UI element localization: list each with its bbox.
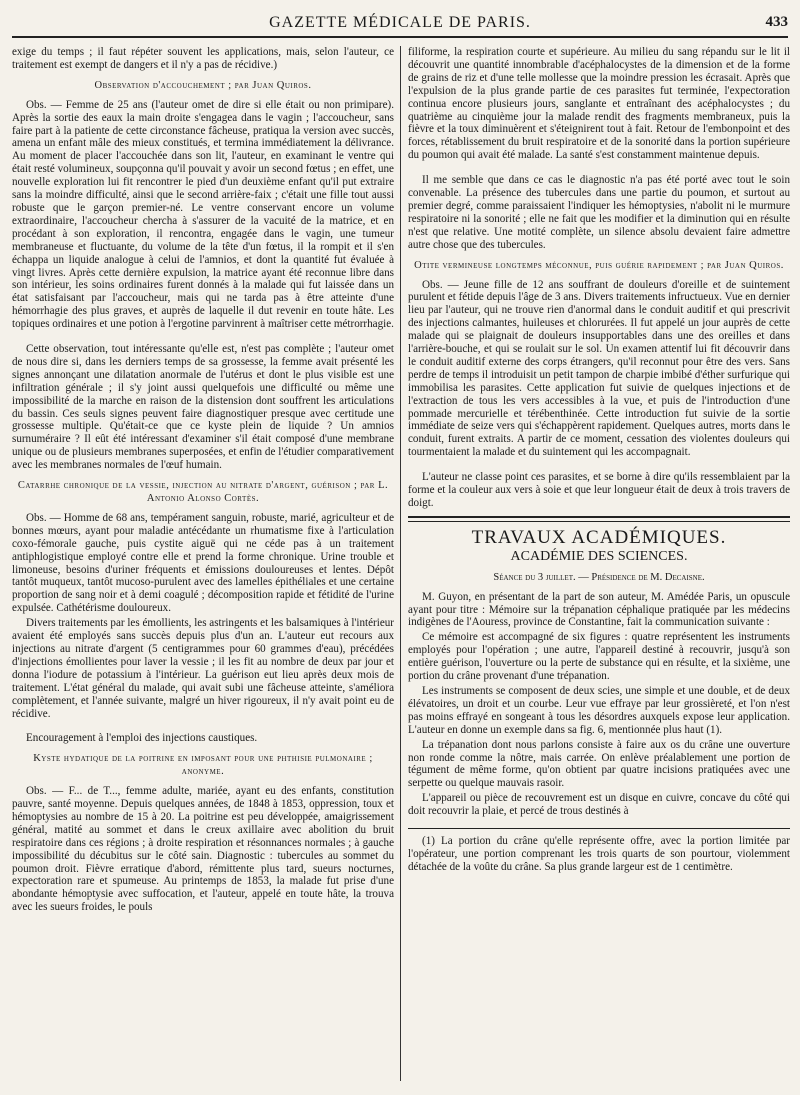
- spacer: [408, 461, 790, 471]
- section-divider: [408, 516, 790, 522]
- paragraph: Obs. — Femme de 25 ans (l'auteur omet de dire si elle était ou non primipare). Après la sortie des eaux la main droite s'engagea dans le vagin ; l'accoucheur, sans faire part à la patiente de cette circonstance fâcheuse, pratiqua la version avec succès, amena un enfant mâle des mieux constitués, et termina immédiatement la délivrance. Au moment de placer l'accouchée dans son lit, l'auteur, en examinant le ventre qui était resté volumineux, soupçonna qu'il pouvait y avoir un second fœtus ; en effet, une nouvelle exploration lui fit rencontrer le pied d'un deuxième enfant qu'il put extraire sans la moindre difficulté, ainsi que le second arrière-faix ; c'était une fille tout aussi robuste que le garçon premier-né. Le ventre conservant encore un volume extraordinaire, l'accoucheur chercha à s'assurer de la vacuité de la matrice, et en procédant à son exploration, il rencontra, engagée dans le vagin, une tumeur membraneuse et fluctuante, du volume de la tête d'un fœtus, il la rompit et il s'en échappa un liquide analogue à celui de l'amnios, et dont la quantité fut évaluée à vingt livres. Après cette dernière expulsion, la matrice ayant été reconnue libre dans son intérieur, les soins ordinaires furent donnés à la malade qui fut laissée dans un état satisfaisant par l'accoucheur, mais qui ne tarda pas à être atteinte d'une hémorrhagie des plus graves, et auprès de laquelle il dut revenir en toute hâte. Les topiques ordinaires et une potion à l'ergotine parvinrent à maîtriser cette métrorrhagie.: [12, 98, 394, 331]
- paragraph: La trépanation dont nous parlons consiste à faire aux os du crâne une ouverture non ronde comme la nôtre, mais carrée. On enlève préalablement une portion de tégument de même forme, qu'on obtient par quatre incisions pratiquées avec une serpette ou quelque mauvais rasoir.: [408, 738, 790, 790]
- paragraph: Obs. — F... de T..., femme adulte, mariée, ayant eu des enfants, constitution pauvre, santé moyenne. Depuis quelques années, de 1848 à 1853, oppression, toux et hémoptysies au nombre de 15 à 20. La poitrine est peu développée, amaigrissement général, matité au sommet et dans le creux axillaire avec abolition du bruit respiratoire dans ces régions ; à droite respiration et résonnances normales ; à gauche impossibilité du décubitus sur le côté sain. Diagnostic : tubercules au sommet du poumon droit. Fièvre erratique d'abord, rémittente plus tard, sueurs nocturnes, expectoration rare et spumeuse. Au printemps de 1853, la malade fut prise d'une abondante hémoptysie avec suffocation, et l'auteur, appelé en toute hâte, la trouva avec les sueurs froides, le pouls: [12, 785, 394, 914]
- spacer: [12, 722, 394, 732]
- page-header: [12, 12, 788, 38]
- paragraph: M. Guyon, en présentant de la part de son auteur, M. Amédée Paris, un opuscule ayant pour titre : Mémoire sur la trépanation céphalique pratiquée par les médecins indigènes de l'Aouress, province de Constantine, fait la communication suivante :: [408, 590, 790, 629]
- footnote-rule: [408, 828, 790, 829]
- paragraph: filiforme, la respiration courte et supérieure. Au milieu du sang répandu sur le lit il découvrit une quantité innombrable d'acéphalocystes de la dimension et de la forme de grains de riz et d'une telle mollesse que la moindre pression les écrasait. Après que l'expulsion de la plus grande partie de ces parasites fut terminée, l'expectoration continua encore plusieurs jours, sanglante et entraînant des acéphalocystes ; du quatrième au cinquième jour la malade rendit des fragments membraneux, puis la fièvre et la toux diminuèrent et s'éteignirent tout à fait. Retour de l'embonpoint et des forces, rétablissement du bruit respiratoire et de la sonorité dans la portion supérieure du poumon qui avait été malade. La santé s'est constamment maintenue depuis.: [408, 46, 790, 162]
- session-heading: Séance du 3 juillet. — Présidence de M. Decaisne.: [493, 571, 705, 583]
- paragraph: exige du temps ; il faut répéter souvent les applications, mais, selon l'auteur, ce traitement est exempt de dangers et il n'y a pas de récidive.): [12, 46, 394, 71]
- section-heading: Catarrhe chronique de la vessie, injection au nitrate d'argent, guérison ; par L. Antonio Alonso Cortès.: [17, 480, 389, 504]
- right-column: [408, 46, 790, 876]
- section-title: TRAVAUX ACADÉMIQUES.: [471, 526, 727, 548]
- academy-title: ACADÉMIE DES SCIENCES.: [510, 548, 688, 564]
- paragraph: L'appareil ou pièce de recouvrement est un disque en cuivre, concave du côté qui doit recouvrir la plaie, et percé de trous destinés à: [408, 792, 790, 818]
- footnote: (1) La portion du crâne qu'elle représente offre, avec la portion limitée par l'opérateur, une portion comprenant les trois quarts de son pourtour, violemment détachée de la voûte du crâne. Sa plus grande largeur est de 1 centimètre.: [408, 835, 790, 873]
- page-number: 433: [765, 14, 788, 30]
- journal-title: GAZETTE MÉDICALE DE PARIS.: [269, 14, 531, 31]
- paragraph: Il me semble que dans ce cas le diagnostic n'a pas été porté avec tout le soin convenable. La présence des tubercules dans une partie du poumon, et surtout au premier degré, comme paraissaient l'indiquer les hémoptysies, n'abolit ni le murmure respiratoire ni la sonorité ; elle ne fait que les modifier et la diminution qui en résulte n'est que relative. Une motité complète, un silence absolu devaient faire admettre autre chose que des tubercules.: [408, 174, 790, 251]
- left-column: [12, 46, 394, 916]
- paragraph: Divers traitements par les émollients, les astringents et les balsamiques à l'intérieur avaient été employés sans succès depuis plus d'un an. L'auteur eut recours aux injections au nitrate d'argent (5 centigrammes pour 60 grammes d'eau), précédées d'injections émollientes pour laver la vessie ; il les fit au nombre de deux par jour et donna l'iodure de potassium à l'intérieur. La guérison eut lieu après deux mois de traitement. L'état général du malade, qui avait subi une fâcheuse atteinte, s'améliora complètement, et l'année suivante, malgré un hiver rigoureux, il n'y avait point eu de récidive.: [12, 617, 394, 720]
- paragraph: Encouragement à l'emploi des injections caustiques.: [26, 732, 258, 745]
- paragraph: Les instruments se composent de deux scies, une simple et une double, et de deux élévatoires, un droit et un courbe. Leur vue effraye par leur grossièreté, et l'on n'est pas moins effrayé en songeant à tous les désordres auxquels expose leur application. L'auteur en donne un exemple dans sa fig. 6, mentionnée plus haut (1).: [408, 684, 790, 736]
- column-divider: [400, 46, 401, 1081]
- paragraph: Obs. — Homme de 68 ans, tempérament sanguin, robuste, marié, agriculteur et de bonnes mœurs, ayant pour maladie antécédante un rhumatisme fixe à l'articulation coxo-fémorale gauche, puis cystite aiguë qui ne céde pas à un traitement antiphlogistique employé contre elle et prend la forme chronique. Urine trouble et limoneuse, besoins d'uriner fréquents et émissions douloureuses et lentes. Dépôt tantôt muqueux, tantôt mucoso-purulent avec des lamelles épithéliales et une certaine proportion de sang noir et à demi coagulé ; décomposition rapide et fétidité de l'urine expulsée. Cathétérisme douloureux.: [12, 511, 394, 615]
- paragraph: L'auteur ne classe point ces parasites, et se borne à dire qu'ils ressemblaient par la forme et la couleur aux vers à soie et que leur longueur était de deux à trois travers de doigt.: [408, 471, 790, 509]
- section-heading: Observation d'accouchement ; par Juan Quiros.: [94, 79, 312, 91]
- paragraph: Ce mémoire est accompagné de six figures : quatre représentent les instruments employés pour l'opération ; une autre, l'appareil destiné à recouvrir, jusqu'à son entière guérison, l'ouverture ou la perte de substance qui en résulte, et la sixième, une portion du crâne provenant d'une trépanation.: [408, 631, 790, 683]
- paragraph: Obs. — Jeune fille de 12 ans souffrant de douleurs d'oreille et de suintement purulent et fétide depuis l'âge de 3 ans. Divers traitements infructueux. Vue en dernier lieu par l'auteur, qui ne trouve rien d'anormal dans le conduit auditif et qui prescrivit des injections calmantes, huileuses et chlorurées. Il fut appelé un jour auprès de cette malade qui se plaignait de douleurs insupportables dans une des oreilles et dans l'arrière-bouche, et qui se roulait sur le sol. Un examen attentif lui fit découvrir dans le conduit auditif externe des corps étrangers, qu'il reconnut pour être des vers. Sans perdre de temps il introduisit un petit tampon de charpie imbibé d'éther surfurique qui immobilisa les parasites. Cette application fut suivie de quelques injections et de l'extraction de tous les vers accessibles à la vue, et puis de l'introduction d'une pommade mercurielle et térébenthinée. Cette introduction fut suivie de la sortie immédiate de seize vers qui s'échappèrent rapidement. Quelques autres, morts dans le conduit, furent extraits. A partir de ce moment, cessation des violentes douleurs qui tourmentaient la malade et du suintement qui les accompagnait.: [408, 278, 790, 459]
- spacer: [408, 164, 790, 174]
- spacer: [12, 333, 394, 343]
- paragraph: Cette observation, tout intéressante qu'elle est, n'est pas complète ; l'auteur omet de nous dire si, dans les derniers temps de sa grossesse, la femme avait présenté les signes annonçant une dilatation anormale de l'utérus et dont le plus visible est une infiltration générale ; il s'y joint aussi quelquefois une difficulté ou même une impossibilité de la marche en raison de la distension dont souffrent les articulations du bassin. Ces seuls signes peuvent faire diagnostiquer presque avec certitude une grossesse multiple. Qu'était-ce que ce kyste plein de liquide ? Un amnios surnuméraire ? Il eût été intéressant d'examiner s'il était composé d'une membrane unique ou de plusieurs membranes superposées, et enfin de l'étudier comparativement avec les membranes normales de l'œuf humain.: [12, 343, 394, 472]
- section-heading: Kyste hydatique de la poitrine en imposant pour une phthisie pulmonaire ; anonyme.: [33, 753, 373, 778]
- section-heading: Otite vermineuse longtemps méconnue, puis guérie rapidement ; par Juan Quiros.: [414, 259, 784, 271]
